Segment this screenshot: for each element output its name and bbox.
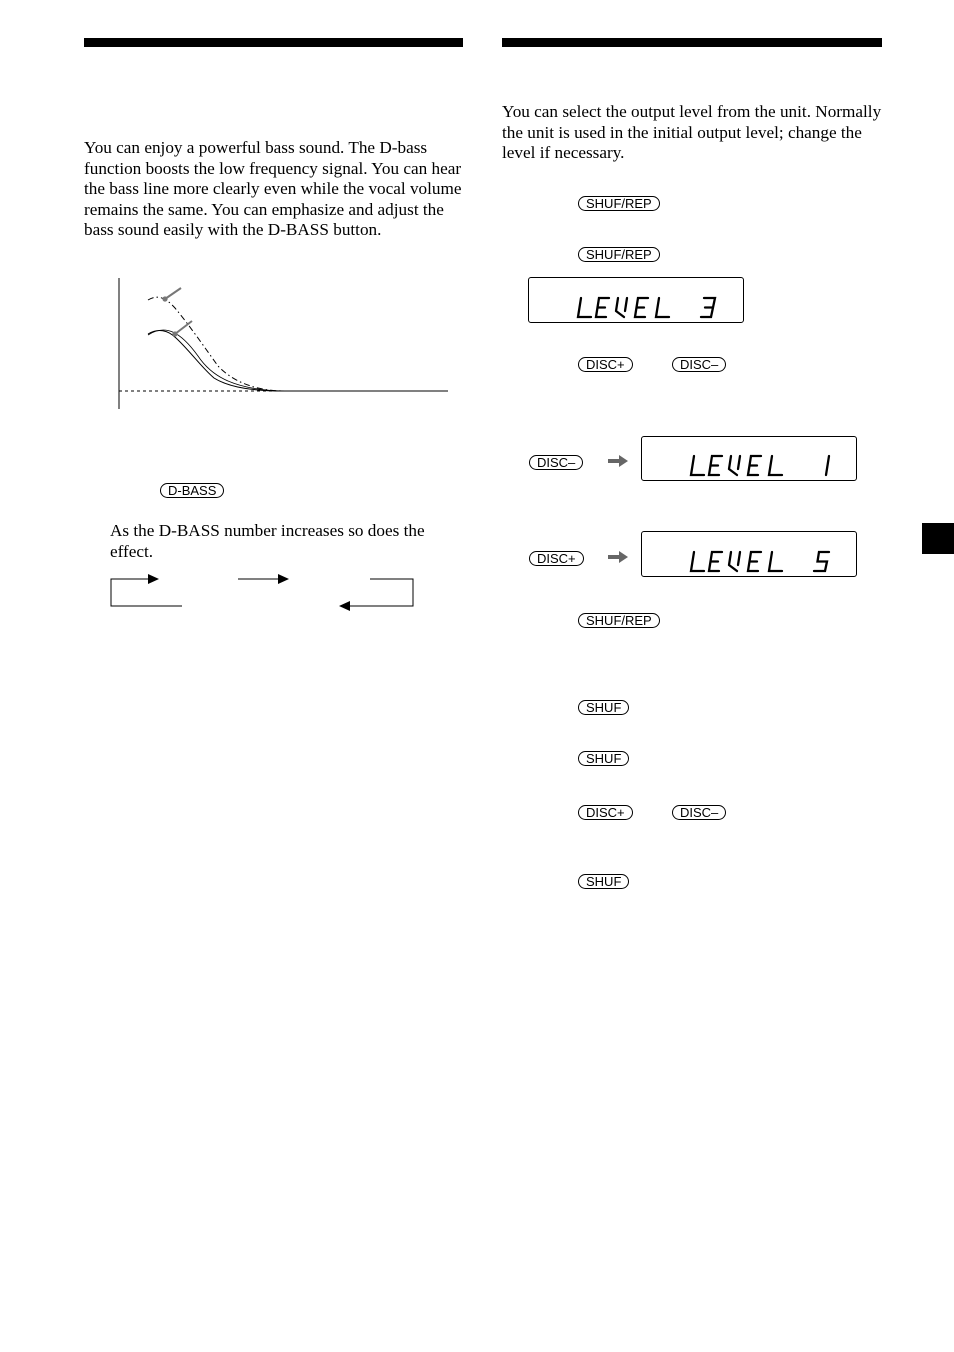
shuf-button: SHUF <box>578 700 629 715</box>
lcd-display-level-3 <box>528 277 744 323</box>
level-5-segment-text <box>642 532 858 578</box>
shuf-button: SHUF <box>578 874 629 889</box>
disc-plus-button: DISC+ <box>529 551 584 566</box>
right-header-rule <box>502 38 882 47</box>
disc-minus-button: DISC– <box>672 805 726 820</box>
dbass-button: D-BASS <box>160 483 224 498</box>
level-3-segment-text <box>529 278 745 324</box>
shuf-rep-button: SHUF/REP <box>578 613 660 628</box>
section-tab-marker <box>922 523 954 554</box>
dbass-cycle-diagram <box>108 570 428 610</box>
lcd-display-level-1 <box>641 436 857 481</box>
dbass-effect-note: As the D-BASS number increases so does the effect. <box>110 521 425 561</box>
left-header-rule <box>84 38 463 47</box>
dbass-intro-text: You can enjoy a powerful bass sound. The D-bass function boosts the low frequency signal. You can hear the bass line more clearly even while the vocal volume remains the same. You can emphasize and adjust the bass sound easily with the D-BASS button. <box>84 138 462 240</box>
right-arrow-icon <box>607 550 629 564</box>
shuf-rep-button: SHUF/REP <box>578 196 660 211</box>
output-level-intro-text: You can select the output level from the unit. Normally the unit is used in the initial output level; change the level if necessary. <box>502 102 882 163</box>
shuf-button: SHUF <box>578 751 629 766</box>
bass-response-graph <box>110 276 450 416</box>
disc-plus-button: DISC+ <box>578 805 633 820</box>
disc-minus-button: DISC– <box>672 357 726 372</box>
disc-minus-button: DISC– <box>529 455 583 470</box>
lcd-display-level-5 <box>641 531 857 577</box>
right-arrow-icon <box>607 454 629 468</box>
level-1-segment-text <box>642 437 858 482</box>
shuf-rep-button: SHUF/REP <box>578 247 660 262</box>
disc-plus-button: DISC+ <box>578 357 633 372</box>
